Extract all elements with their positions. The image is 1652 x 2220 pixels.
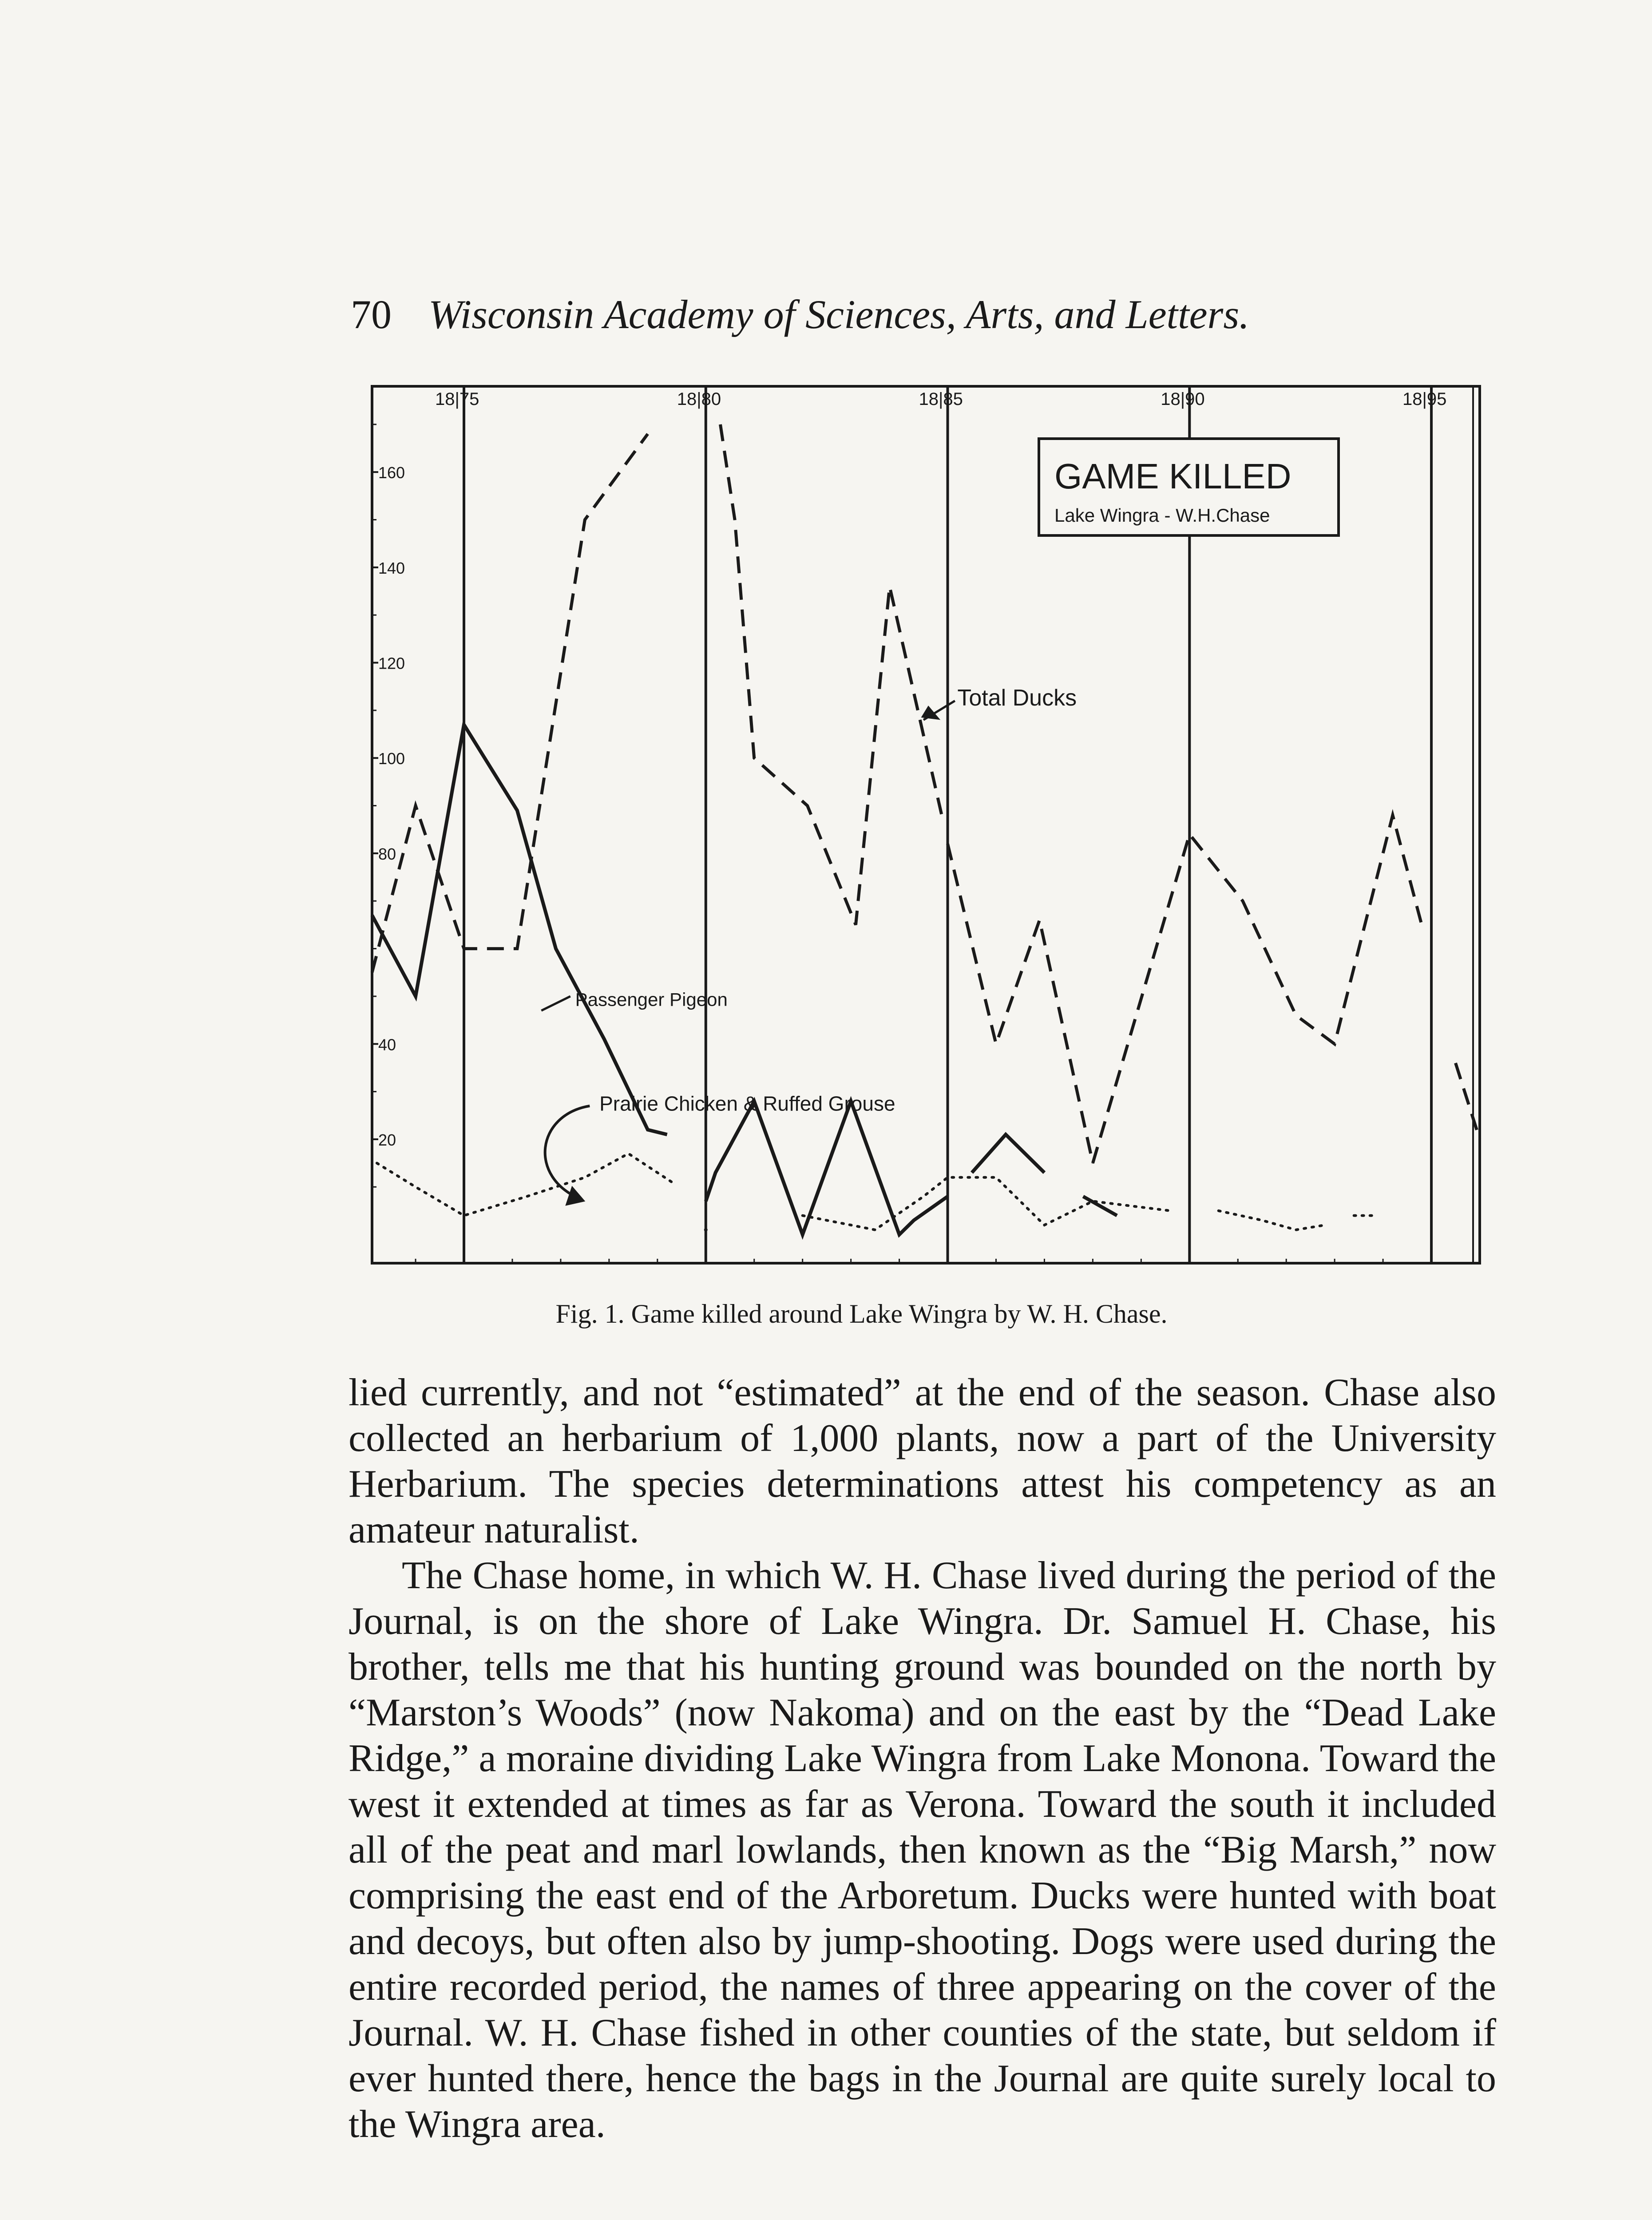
- x-tick-label: 18|95: [1402, 389, 1447, 409]
- series-total-ducks-segment-1: [721, 424, 943, 925]
- x-tick-label: 18|75: [435, 389, 479, 409]
- y-tick-label: 140: [378, 559, 405, 577]
- series-dotted-series-segment-2: [803, 1177, 1170, 1230]
- y-tick-label: 40: [378, 1035, 396, 1054]
- x-tick-label: 18|85: [919, 389, 963, 409]
- y-tick-label: 20: [378, 1130, 396, 1149]
- running-title: Wisconsin Academy of Sciences, Arts, and Letters.: [428, 292, 1250, 337]
- y-tick-label: 100: [378, 749, 405, 768]
- body-text: [349, 1370, 1496, 2147]
- arrowhead-total-ducks: [921, 706, 941, 720]
- series-dotted-series-segment-0: [377, 1154, 672, 1216]
- series-dotted-series-segment-3: [1219, 1211, 1325, 1230]
- series-total-ducks-segment-3: [1456, 1063, 1480, 1139]
- y-tick-label: 120: [378, 654, 405, 673]
- series-passenger-pigeon-segment-0: [372, 725, 667, 1134]
- y-tick-label: 160: [378, 464, 405, 482]
- series-dotted-series-point: [704, 1228, 708, 1232]
- y-tick-label: 80: [378, 844, 396, 863]
- series-total-ducks-segment-2: [948, 815, 1422, 1163]
- caption-text: Game killed around Lake Wingra by W. H. Chase.: [631, 1299, 1168, 1328]
- chart-subtitle: Lake Wingra - W.H.Chase: [1054, 505, 1270, 526]
- series-total-ducks-segment-0: [372, 434, 648, 972]
- arrow-prairie-chicken: [545, 1106, 590, 1199]
- x-tick-label: 18|90: [1161, 389, 1205, 409]
- x-tick-label: 18|80: [677, 389, 721, 409]
- caption-label: Fig. 1.: [555, 1299, 625, 1328]
- arrowhead-prairie-chicken: [565, 1186, 585, 1206]
- series-prairie-chicken-ruffed-grouse-segment-1: [972, 1134, 1044, 1173]
- paragraph-2: The Chase home, in which W. H. Chase lived during the period of the Journal, is on the shore of Lake Wingra. Dr. Samuel H. Chase, his brother, tells me that his hunting ground was bounded on the north by “Marston’s Woods” (now Nakoma) and on the east by the “Dead Lake Ridge,” a moraine dividing Lake Wingra from Lake Monona. Toward the west it extended at times as far as Verona. Toward the south it included all of the peat and marl lowlands, then known as the “Big Marsh,” now comprising the east end of the Arboretum. Ducks were hunted with boat and decoys, but often also by jump-shooting. Dogs were used during the entire recorded period, the names of three appearing on the cover of the Journal. W. H. Chase fished in other counties of the state, but seldom if ever hunted there, hence the bags in the Journal are quite surely local to the Wingra area.: [349, 1554, 1496, 2146]
- annotation-prairie-chicken: Prairie Chicken & Ruffed Grouse: [599, 1092, 895, 1115]
- annotation-passenger-pigeon: Passenger Pigeon: [575, 989, 728, 1010]
- arrow-passenger-pigeon: [541, 996, 570, 1011]
- page-number: 70: [351, 292, 392, 337]
- series-prairie-chicken-ruffed-grouse-segment-2: [1083, 1197, 1117, 1216]
- paragraph-1: lied currently, and not “estimated” at the end of the season. Chase also collected an herbarium of 1,000 plants, now a part of the University Herbarium. The species determinations attest his competency as an amateur naturalist.: [349, 1371, 1496, 1551]
- figure-caption: [0, 1299, 1652, 1329]
- series-prairie-chicken-ruffed-grouse-segment-0: [706, 1101, 948, 1235]
- annotation-total-ducks: Total Ducks: [957, 685, 1077, 711]
- chart-title: GAME KILLED: [1054, 456, 1291, 496]
